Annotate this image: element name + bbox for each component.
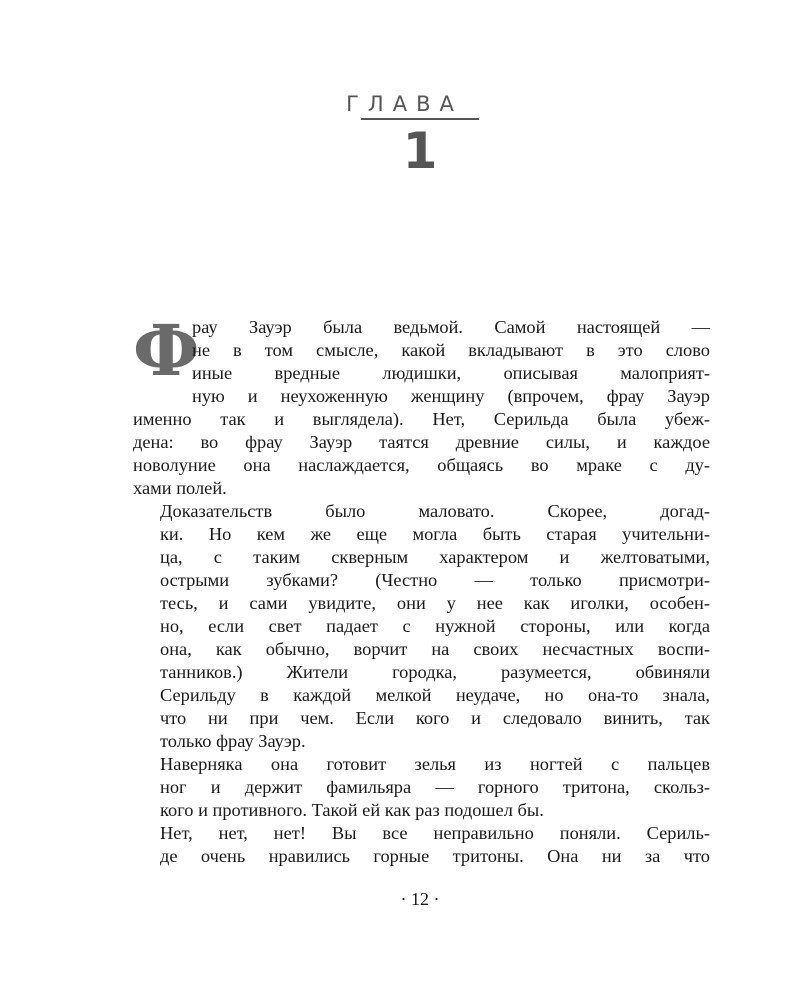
text-line: Наверняка она готовит зелья из ногтей с пальцев bbox=[160, 754, 710, 774]
text-line: дена: во фрау Зауэр таятся древние силы, и каждое bbox=[133, 432, 710, 452]
text-line: Серильду в каждой мелкой неудаче, но она-то знала, bbox=[160, 685, 710, 705]
text-line: ца, с таким скверным характером и желтоватыми, bbox=[160, 547, 710, 567]
text-line: кого и противного. Такой ей как раз подошел бы. bbox=[160, 800, 544, 820]
body-text bbox=[133, 309, 710, 868]
text-line: ки. Но кем же еще могла быть старая учительни- bbox=[160, 524, 710, 544]
paragraph-4 bbox=[133, 822, 710, 868]
paragraph-2 bbox=[133, 500, 710, 753]
paragraph-1 bbox=[133, 309, 710, 500]
text-line: Доказательств было маловато. Скорее, догад- bbox=[160, 501, 710, 521]
text-line: танников.) Жители городка, разумеется, обвиняли bbox=[160, 662, 710, 682]
text-line: она, как обычно, ворчит на своих несчастных воспи- bbox=[160, 639, 710, 659]
chapter-number: 1 bbox=[402, 122, 438, 180]
text-line: рау Зауэр была ведьмой. Самой настоящей — bbox=[192, 317, 710, 337]
text-line: новолуние она наслаждается, общаясь во мраке с ду- bbox=[133, 455, 710, 475]
text-line: только фрау Зауэр. bbox=[160, 731, 306, 751]
paragraph-3 bbox=[133, 753, 710, 822]
page-number: · 12 · bbox=[400, 889, 440, 909]
text-line: иные вредные людишки, описывая малоприят- bbox=[192, 363, 710, 383]
text-line: но, если свет падает с нужной стороны, или когда bbox=[160, 616, 710, 636]
text-line: острыми зубками? (Честно — только присмотри- bbox=[160, 570, 710, 590]
text-line: именно так и выглядела). Нет, Серильда была убеж- bbox=[133, 409, 710, 429]
chapter-label: ГЛАВА bbox=[346, 92, 463, 116]
text-line: не в том смысле, какой вкладывают в это слово bbox=[192, 340, 710, 360]
text-line: Нет, нет, нет! Вы все неправильно поняли. Сериль- bbox=[160, 823, 710, 843]
chapter-divider bbox=[361, 118, 479, 120]
text-line: де очень нравились горные тритоны. Она ни за что bbox=[160, 846, 710, 866]
text-line: ную и неухоженную женщину (впрочем, фрау Зауэр bbox=[192, 386, 710, 406]
text-line: ног и держит фамильяра — горного тритона, скольз- bbox=[160, 777, 710, 797]
text-line: хами полей. bbox=[133, 478, 227, 498]
text-line: тесь, и сами увидите, они у нее как иголки, особен- bbox=[160, 593, 710, 613]
text-line: что ни при чем. Если кого и следовало винить, так bbox=[160, 708, 710, 728]
drop-cap: Ф bbox=[133, 309, 200, 392]
